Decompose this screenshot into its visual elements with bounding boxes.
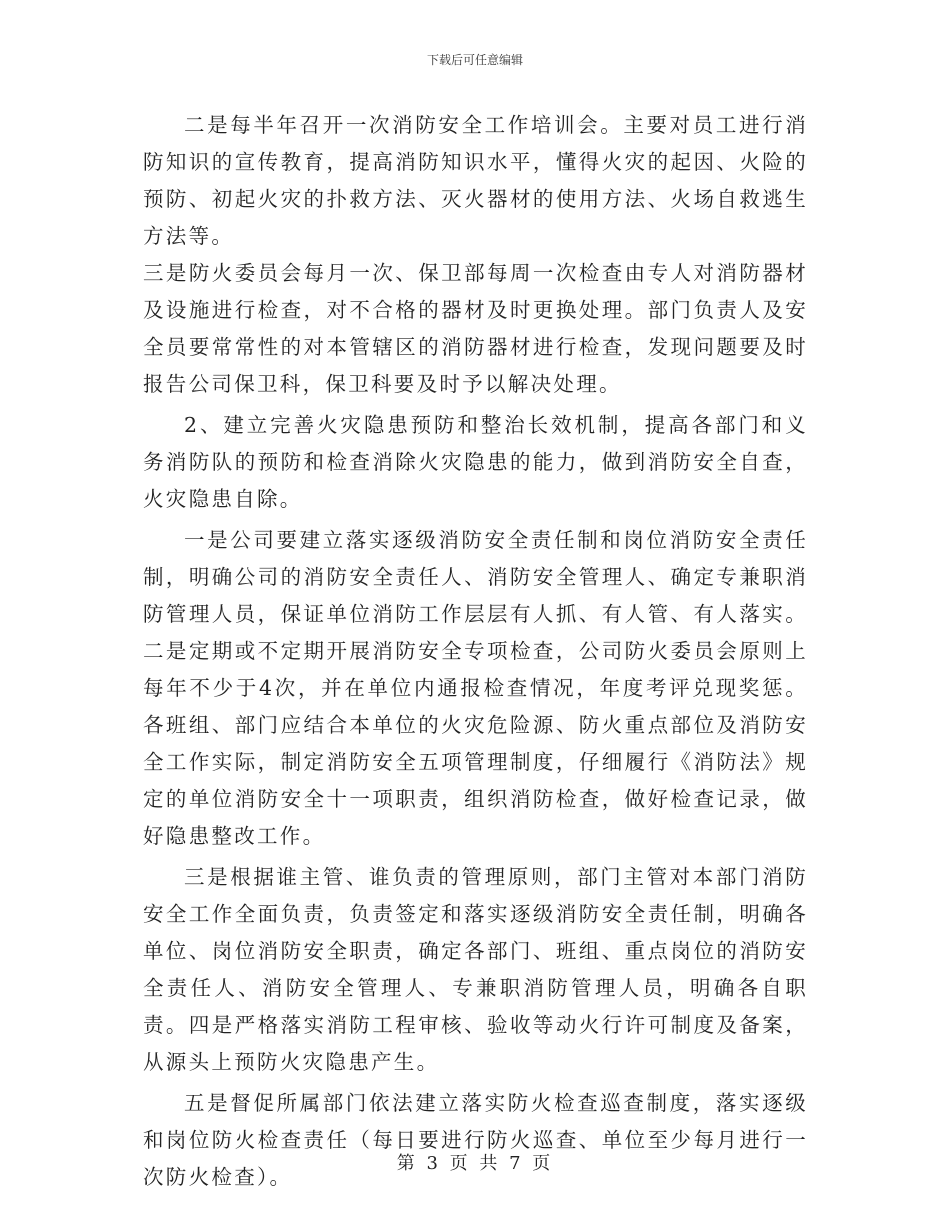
- paragraph-responsibility-system: 一是公司要建立落实逐级消防安全责任制和岗位消防安全责任制，明确公司的消防安全责任人、消防安全管理人、确定专兼职消防管理人员，保证单位消防工作层层有人抓、有人管、有人落实。二是定期或不定期开展消防安全专项检查，公司防火委员会原则上每年不少于4次，并在单位内通报检查情况，年度考评兑现奖惩。各班组、部门应结合本单位的火灾危险源、防火重点部位及消防安全工作实际，制定消防安全五项管理制度，仔细履行《消防法》规定的单位消防安全十一项职责，组织消防检查，做好检查记录，做好隐患整改工作。: [143, 528, 808, 848]
- page-header: 下载后可任意编辑: [426, 53, 523, 67]
- paragraph-hazard-mechanism: 2、建立完善火灾隐患预防和整治长效机制，提高各部门和义务消防队的预防和检查消除火灾隐患的能力，做到消防安全自查，火灾隐患自除。: [143, 413, 808, 511]
- paragraph-training: 二是每半年召开一次消防安全工作培训会。主要对员工进行消防知识的宣传教育，提高消防知识水平，懂得火灾的起因、火险的预防、初起火灾的扑救方法、灭火器材的使用方法、火场自救逃生方法等。: [143, 113, 808, 248]
- document-body: [143, 107, 808, 1196]
- paragraph-management-principle: 三是根据谁主管、谁负责的管理原则，部门主管对本部门消防安全工作全面负责，负责签定和落实逐级消防安全责任制，明确各单位、岗位消防安全职责，确定各部门、班组、重点岗位的消防安全责任人、消防安全管理人、专兼职消防管理人员，明确各自职责。四是严格落实消防工程审核、验收等动火行许可制度及备案，从源头上预防火灾隐患产生。: [143, 865, 808, 1074]
- paragraph-inspection: 三是防火委员会每月一次、保卫部每周一次检查由专人对消防器材及设施进行检查，对不合格的器材及时更换处理。部门负责人及安全员要常常性的对本管辖区的消防器材进行检查，发现问题要及时报告公司保卫科，保卫科要及时予以解决处理。: [143, 261, 808, 396]
- page-number: 第 3 页 共 7 页: [396, 1153, 554, 1174]
- paragraph-patrol-system: 五是督促所属部门依法建立落实防火检查巡查制度，落实逐级和岗位防火检查责任（每日要进行防火巡查、单位至少每月进行一次防火检查）。: [143, 1091, 808, 1189]
